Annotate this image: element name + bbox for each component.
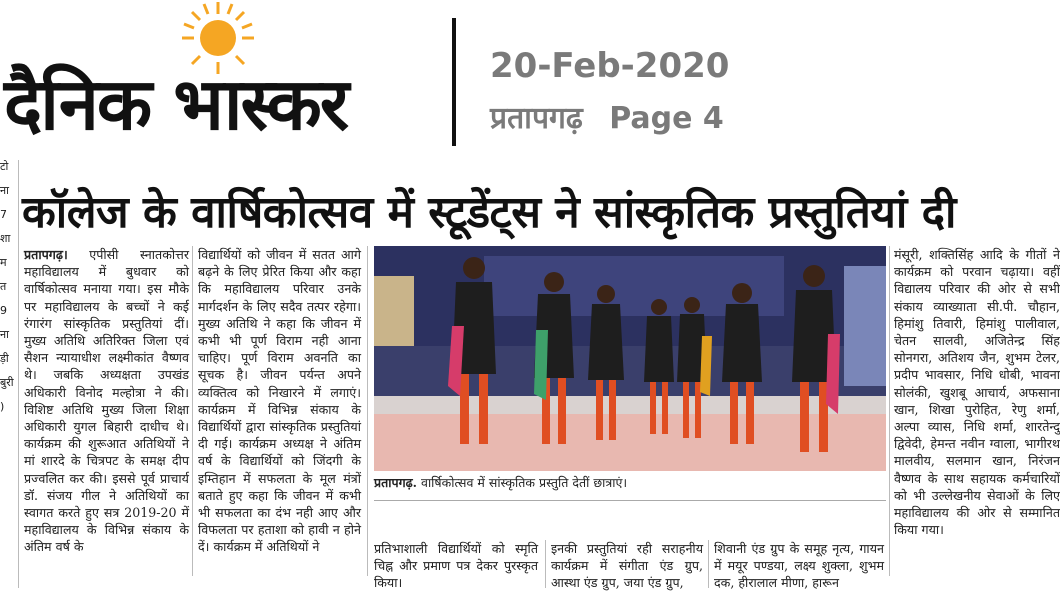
edition-info [490,96,724,137]
strip-text: ना [0,328,9,341]
newspaper-logo: दैनिक भास्कर [4,62,348,146]
strip-text: बुरी [0,376,14,389]
strip-text: 9 [0,304,7,317]
column-divider [367,246,368,576]
strip-text: ) [0,400,5,413]
strip-text: त [0,280,7,293]
masthead-divider [452,18,456,146]
article-column-3: प्रतिभाशाली विद्यार्थियों को स्मृति चिह्न और प्रमाण पत्र देकर पुरस्कृत किया। [374,541,538,591]
placeline: प्रतापगढ़। [24,247,68,262]
column-divider [545,540,546,588]
strip-text: ड़ी [0,352,9,365]
article-column-1 [24,246,189,556]
strip-text: म [0,256,7,269]
column-divider [192,246,193,576]
article-headline: कॉलेज के वार्षिकोत्सव में स्टूडेंट्स ने सांस्कृतिक प्रस्तुतियां दी [22,187,956,238]
strip-text: शा [0,232,11,245]
strip-text: टो [0,160,9,173]
column-divider [889,246,890,576]
column-text: एपीसी स्नातकोत्तर महाविद्यालय में बुधवार को वार्षिकोत्सव मनाया गया। इस मौके पर महाविद्यालय के बच्चों ने कई रंगारंग सांस्कृतिक प्रस्तुतियां दीं। मुख्य अतिथि अतिरिक्त जिला एवं सैशन न्यायाधीश लक्ष्मीकांत वैष्णव थे। जबकि अध्यक्षता उपखंड अधिकारी विनोद मल्होत्रा ने की। विशिष्ट अतिथि मुख्य जिला शिक्षा अधिकारी युगल बिहारी दाधीच थे। कार्यक्रम की शुरूआत अतिथियों ने मां शारदे के चित्रपट के समक्ष दीप प्रज्वलित कर की। इससे पूर्व प्राचार्य डॉ. संजय गील ने अतिथियों का स्वागत करते हुए सत्र 2019-20 में महाविद्यालय के विभिन्न संकाय के अंतिम वर्ष के [24,247,189,555]
article-column-5: मंसूरी, शक्तिसिंह आदि के गीतों ने कार्यक्रम को परवान चढ़ाया। वहीं विद्यालय परिवार की ओर से सभी संकाय व्याख्याता सी.पी. चौहान, हिमांशु तिवारी, हिमांशु पालीवाल, चेतन सालवी, अजितेन्द्र सिंह सोनगरा, अतिशय जैन, शुभम टेलर, प्रदीप भावसार, निधि धोबी, भावना सोलंकी, खुशबू आचार्य, अफसाना खान, शिखा पुरोहित, रेणु शर्मा, अल्पा व्यास, निधि शर्मा, शारतेन्दु द्विवेदी, हेमन्त नवीन ग्वाला, भागीरथ मालवीय, सलमान खान, निरंजन वैष्णव के साथ सहायक कर्मचारियों को भी उल्लेखनीय सेवाओं के लिए महाविद्यालय की ओर से सम्मानित किया गया। [894,247,1060,538]
strip-text: ना [0,184,9,197]
edition-date: 20-Feb-2020 [490,46,730,86]
column-divider [708,540,709,588]
strip-text: 7 [0,208,7,221]
page-number: Page 4 [609,101,724,136]
left-strip-cutoff-text [0,160,19,588]
article-column-2: विद्यार्थियों को जीवन में सतत आगे बढ़ने के लिए प्रेरित किया और कहा कि महाविद्यालय परिवार उनके मार्गदर्शन के लिए सदैव तत्पर रहेगा। मुख्य अतिथि ने कहा कि जीवन में कभी भी पूर्ण विराम नही आना चाहिए। पूर्ण विराम अवनति का सूचक है। जीवन पर्यन्त अपने व्यक्तित्व को निखारने में लगाएं। कार्यक्रम में विभिन्न संकाय के विद्यार्थियों द्वारा सांस्कृतिक प्रस्तुतियां दी गई। कार्यक्रम अध्यक्ष ने अंतिम वर्ष के विद्यार्थियों को जिंदगी के इम्तिहान में सफलता के मूल मंत्रों बताते हुए कहा कि जीवन में कभी भी सफलता का दंभ नही आए और विफलता पर हताशा को हावी न होने दें। कार्यक्रम में अतिथियों ने [198,247,361,555]
caption-place: प्रतापगढ़. [374,475,418,490]
dance-photo-illustration [374,246,886,471]
caption-rule [374,500,886,501]
article-column-6: शिवानी एंड ग्रुप के समूह नृत्य, गायन में मयूर पण्डया, लक्ष्य शुक्ला, शुभम दक, हीरालाल मीणा, हारून [714,541,884,591]
article-photo [374,246,886,471]
masthead [0,0,1060,160]
caption-text: वार्षिकोत्सव में सांस्कृतिक प्रस्तुति देतीं छात्राएं। [417,475,628,490]
edition-city: प्रतापगढ़ [490,101,583,136]
article-column-4: इनकी प्रस्तुतियां रही सराहनीय कार्यक्रम में संगीता एंड ग्रुप, आस्था एंड ग्रुप, जया एंड ग्रुप, [551,541,703,591]
photo-caption [374,475,886,491]
